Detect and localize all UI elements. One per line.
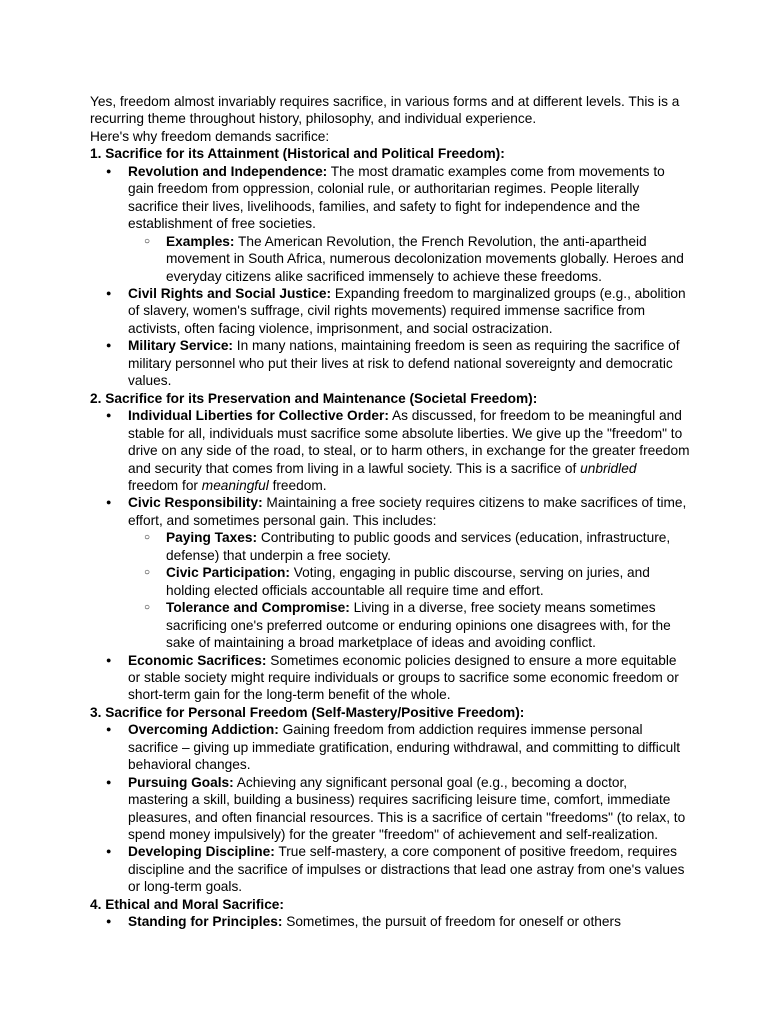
list-item: ● Military Service: In many nations, maintaining freedom is seen as requiring the sacrifice of military personnel who put their lives at risk to defend national sovereignty and democratic values.	[90, 337, 690, 389]
list-item: ● Pursuing Goals: Achieving any significant personal goal (e.g., becoming a doctor, mastering a skill, building a business) requires sacrificing leisure time, comfort, immediate pleasures, and often financial resources. This is a sacrifice of certain "freedoms" (to relax, to spend money impulsively) for the greater "freedom" of achievement and self-realization.	[90, 774, 690, 844]
intro-lead: Here's why freedom demands sacrifice:	[90, 128, 330, 144]
sub-list-item: ○ Paying Taxes: Contributing to public goods and services (education, infrastructure, defense) that underpin a free society.	[128, 529, 690, 564]
section-heading: 4. Ethical and Moral Sacrifice:	[90, 896, 284, 912]
list-item: ● Revolution and Independence: The most dramatic examples come from movements to gain freedom from oppression, colonial rule, or authoritarian regimes. People literally sacrifice their lives, livelihoods, families, and safety to fight for independence and the establishment of free societies. ○ Examples: The American Revolution, the French Revolution, the anti-apartheid movement in South Africa, numerous decolonization movements globally. Heroes and everyday citizens alike sacrificed immensely to achieve these freedoms.	[90, 163, 690, 285]
bullet-list	[90, 163, 690, 390]
bullet-list	[90, 913, 690, 930]
sub-list-item: ○ Examples: The American Revolution, the French Revolution, the anti-apartheid movement in South Africa, numerous decolonization movements globally. Heroes and everyday citizens alike sacrificed immensely to achieve these freedoms.	[128, 233, 690, 285]
list-item: ● Economic Sacrifices: Sometimes economic policies designed to ensure a more equitable or stable society might require individuals or groups to sacrifice some economic freedom or short-term gain for the long-term benefit of the whole.	[90, 652, 690, 704]
list-item: ● Developing Discipline: True self-mastery, a core component of positive freedom, requires discipline and the sacrifice of impulses or distractions that lead one astray from one's values or long-term goals.	[90, 843, 690, 895]
list-item: ● Individual Liberties for Collective Order: As discussed, for freedom to be meaningful and stable for all, individuals must sacrifice some absolute liberties. We give up the "freedom" to drive on any side of the road, to steal, or to harm others, in exchange for the greater freedom and security that comes from living in a lawful society. This is a sacrifice of unbridled freedom for meaningful freedom.	[90, 407, 690, 494]
list-item: ● Civic Responsibility: Maintaining a free society requires citizens to make sacrifices of time, effort, and sometimes personal gain. This includes: ○ Paying Taxes: Contributing to public goods and services (education, infrastructure, defense) that underpin a free society. ○ Civic Participation: Voting, engaging in public discourse, serving on juries, and holding elected officials accountable all require time and effort. ○ Tolerance and Compromise: Living in a diverse, free society means sometimes sacrificing one's preferred outcome or enduring opinions one disagrees with, for the sake of maintaining a broad marketplace of ideas and avoiding conflict.	[90, 494, 690, 651]
document-page	[90, 93, 690, 931]
list-item: ● Civil Rights and Social Justice: Expanding freedom to marginalized groups (e.g., abolition of slavery, women's suffrage, civil rights movements) required immense sacrifice from activists, often facing violence, imprisonment, and social ostracization.	[90, 285, 690, 337]
intro-paragraph: Yes, freedom almost invariably requires sacrifice, in various forms and at different levels. This is a recurring theme throughout history, philosophy, and individual experience.	[90, 94, 680, 127]
bullet-list	[90, 721, 690, 896]
sub-bullet-list	[128, 529, 690, 651]
list-item: ● Standing for Principles: Sometimes, the pursuit of freedom for oneself or others	[90, 913, 690, 930]
sub-list-item: ○ Tolerance and Compromise: Living in a diverse, free society means sometimes sacrificing one's preferred outcome or enduring opinions one disagrees with, for the sake of maintaining a broad marketplace of ideas and avoiding conflict.	[128, 599, 690, 651]
sub-bullet-list	[128, 233, 690, 285]
section-heading: 1. Sacrifice for its Attainment (Historical and Political Freedom):	[90, 146, 505, 162]
section-heading: 2. Sacrifice for its Preservation and Maintenance (Societal Freedom):	[90, 390, 538, 406]
bullet-list	[90, 407, 690, 704]
section-heading: 3. Sacrifice for Personal Freedom (Self-Mastery/Positive Freedom):	[90, 704, 525, 720]
list-item: ● Overcoming Addiction: Gaining freedom from addiction requires immense personal sacrifice – giving up immediate gratification, enduring withdrawal, and committing to difficult behavioral changes.	[90, 721, 690, 773]
sub-list-item: ○ Civic Participation: Voting, engaging in public discourse, serving on juries, and holding elected officials accountable all require time and effort.	[128, 564, 690, 599]
